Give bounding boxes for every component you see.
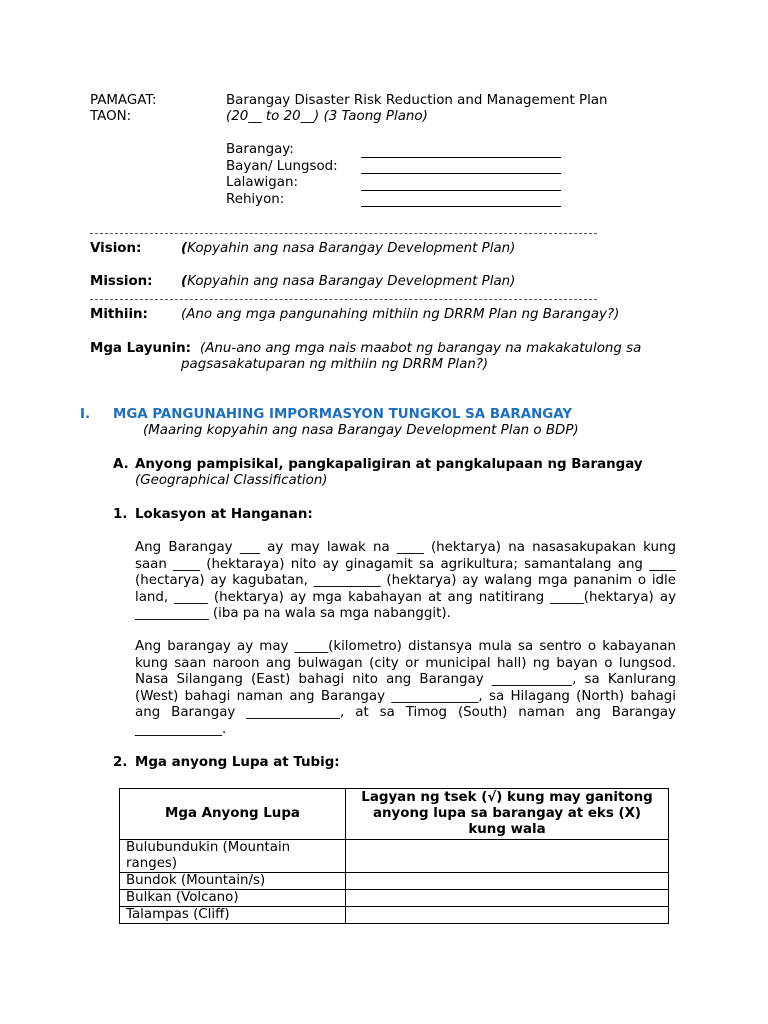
table-cell-name: Talampas (Cliff): [120, 907, 346, 924]
column-header-tsek: Lagyan ng tsek (√) kung may ganitong anyong lupa sa barangay at eks (X) kung wala: [346, 789, 669, 840]
table-header-row: [120, 789, 669, 840]
barangay-blank[interactable]: [361, 157, 561, 158]
anyong-lupa-table: [119, 788, 669, 924]
vision-label: Vision:: [90, 241, 142, 256]
mithiin-text: (Ano ang mga pangunahing mithiin ng DRRM Plan ng Barangay?): [181, 307, 620, 322]
lokasyon-paragraph-2: Ang barangay ay may _____(kilometro) distansya mula sa sentro o kabayanan kung saan naroon ang bulwagan (city or municipal hall) ng bayan o lungsod. Nasa Silangang (East) bahagi nito ang Barangay ____________, sa Kanlurang (West) bahagi naman ang Barangay _____________, sa Hilagang (North) bahagi ang Barangay ______________, at sa Timog (South) naman ang Barangay _____________.: [135, 639, 676, 737]
item-number: 1.: [113, 507, 128, 522]
mithiin-label: Mithiin:: [90, 307, 148, 322]
table-cell-name: Bulkan (Volcano): [120, 890, 346, 907]
table-row: [120, 907, 669, 924]
bayan-label: Bayan/ Lungsod:: [226, 159, 338, 174]
section-title: MGA PANGUNAHING IMPORMASYON TUNGKOL SA BARANGAY: [113, 407, 573, 422]
table-row: [120, 873, 669, 890]
rehiyon-label: Rehiyon:: [226, 192, 285, 207]
subsection-subtitle: (Geographical Classification): [135, 473, 328, 488]
table-cell-mark[interactable]: [346, 907, 669, 924]
section-subtitle: (Maaring kopyahin ang nasa Barangay Development Plan o BDP): [143, 423, 579, 438]
vision-text: (Kopyahin ang nasa Barangay Development Plan): [181, 241, 516, 256]
table-cell-name: Bundok (Mountain/s): [120, 873, 346, 890]
barangay-label: Barangay:: [226, 142, 294, 157]
table-cell-name: Bulubundukin (Mountain ranges): [120, 840, 346, 873]
subsection-letter: A.: [113, 457, 129, 472]
mission-label: Mission:: [90, 274, 153, 289]
divider: [90, 299, 597, 300]
layunin-text-line1: (Anu-ano ang mga nais maabot ng barangay na makakatulong sa: [200, 341, 642, 356]
table-cell-mark[interactable]: [346, 840, 669, 873]
pamagat-value: Barangay Disaster Risk Reduction and Management Plan: [226, 93, 608, 108]
table-cell-mark[interactable]: [346, 873, 669, 890]
lalawigan-blank[interactable]: [361, 190, 561, 191]
table-row: [120, 840, 669, 873]
section-number: I.: [80, 407, 91, 422]
divider: [90, 233, 597, 234]
subsection-title: Anyong pampisikal, pangkapaligiran at pangkalupaan ng Barangay: [135, 457, 643, 472]
rehiyon-blank[interactable]: [361, 206, 561, 207]
table-row: [120, 890, 669, 907]
layunin-label: Mga Layunin:: [90, 341, 192, 356]
item-number: 2.: [113, 755, 128, 770]
table-cell-mark[interactable]: [346, 890, 669, 907]
lalawigan-label: Lalawigan:: [226, 175, 298, 190]
bayan-blank[interactable]: [361, 173, 561, 174]
mission-text: (Kopyahin ang nasa Barangay Development Plan): [181, 274, 516, 289]
item-title: Lokasyon at Hanganan:: [135, 507, 313, 522]
layunin-text-line2: pagsasakatuparan ng mithiin ng DRRM Plan?): [181, 357, 489, 372]
column-header-anyong-lupa: Mga Anyong Lupa: [120, 789, 346, 840]
item-title: Mga anyong Lupa at Tubig:: [135, 755, 340, 770]
lokasyon-paragraph-1: Ang Barangay ___ ay may lawak na ____ (hektarya) na nasasakupakan kung saan ____ (hektaraya) nito ay ginagamit sa agrikultura; samantalang ang ____ (hectarya) ay kagubatan, __________ (hektarya) ay walang mga pananim o idle land, _____ (hektarya) ay mga kabahayan at ang natitirang _____(hektarya) ay ___________ (iba pa na wala sa mga nabanggit).: [135, 540, 676, 622]
taon-value: (20__ to 20__) (3 Taong Plano): [226, 109, 428, 124]
pamagat-label: PAMAGAT:: [90, 93, 157, 108]
taon-label: TAON:: [90, 109, 132, 124]
